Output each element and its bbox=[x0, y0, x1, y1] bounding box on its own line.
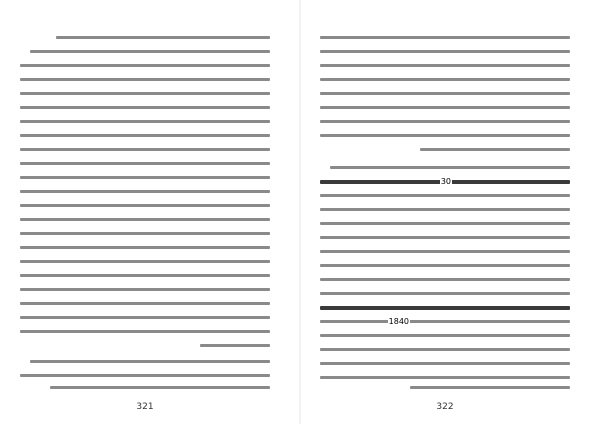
text-line bbox=[320, 334, 570, 337]
text-line bbox=[200, 344, 270, 347]
text-line bbox=[20, 260, 270, 263]
text-line bbox=[320, 194, 570, 197]
text-line bbox=[20, 288, 270, 291]
text-line bbox=[320, 236, 570, 239]
text-line bbox=[320, 264, 570, 267]
text-line bbox=[20, 204, 270, 207]
text-line bbox=[20, 64, 270, 67]
text-line bbox=[20, 232, 270, 235]
left-page-text bbox=[20, 36, 270, 388]
text-line bbox=[56, 36, 270, 39]
text-line bbox=[320, 348, 570, 351]
inline-number: 1840 bbox=[388, 317, 409, 326]
text-line bbox=[320, 362, 570, 365]
text-line bbox=[320, 134, 570, 137]
text-line bbox=[420, 148, 570, 151]
page-number-left: 321 bbox=[136, 402, 154, 412]
text-line bbox=[30, 50, 270, 53]
text-line bbox=[20, 134, 270, 137]
text-line bbox=[320, 208, 570, 211]
text-line bbox=[320, 292, 570, 295]
text-line bbox=[330, 166, 570, 169]
text-line bbox=[20, 106, 270, 109]
text-line bbox=[320, 250, 570, 253]
text-line bbox=[20, 78, 270, 81]
text-line bbox=[50, 386, 270, 389]
text-line bbox=[320, 278, 570, 281]
book-gutter bbox=[299, 0, 301, 424]
page-number-right: 322 bbox=[436, 402, 454, 412]
right-page-text bbox=[320, 36, 570, 388]
text-line bbox=[20, 176, 270, 179]
text-line bbox=[20, 148, 270, 151]
text-line bbox=[20, 190, 270, 193]
text-line bbox=[320, 222, 570, 225]
text-line bbox=[320, 376, 570, 379]
text-line bbox=[410, 386, 570, 389]
text-line bbox=[320, 78, 570, 81]
text-line bbox=[320, 177, 570, 186]
text-line bbox=[20, 374, 270, 377]
text-line bbox=[20, 120, 270, 123]
text-line bbox=[20, 330, 270, 333]
text-line bbox=[20, 246, 270, 249]
text-line bbox=[320, 120, 570, 123]
text-line bbox=[320, 36, 570, 39]
text-line bbox=[320, 50, 570, 53]
left-page bbox=[20, 36, 270, 412]
text-line bbox=[320, 106, 570, 109]
text-line bbox=[320, 317, 570, 326]
inline-number: 30 bbox=[440, 177, 451, 186]
right-page bbox=[320, 36, 570, 412]
text-line bbox=[30, 360, 270, 363]
text-line bbox=[20, 274, 270, 277]
text-line bbox=[20, 316, 270, 319]
text-line bbox=[20, 218, 270, 221]
text-line bbox=[320, 92, 570, 95]
text-line bbox=[20, 92, 270, 95]
text-line bbox=[320, 306, 570, 310]
text-line bbox=[320, 64, 570, 67]
text-line bbox=[20, 302, 270, 305]
text-line bbox=[20, 162, 270, 165]
